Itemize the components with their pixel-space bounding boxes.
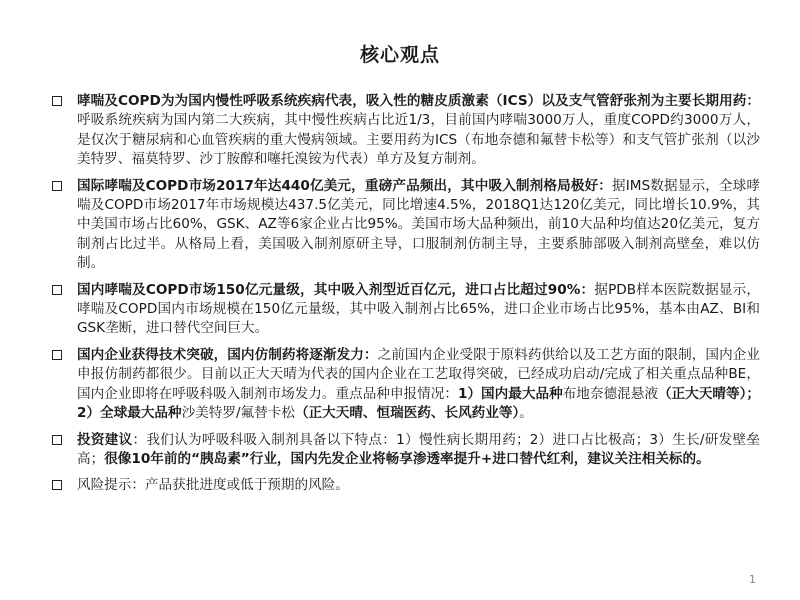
bold-text-segment: 国内哮喘及COPD市场150亿元量级，其中吸入剂型近百亿元，进口占比超过90%： [77,281,595,298]
key-point-text [77,346,760,424]
bold-text-segment: 很像10年前的“胰岛素”行业，国内先发企业将畅享渗透率提升+进口替代红利，建议关注相关标的。 [104,450,710,467]
bold-text-segment: （正大天晴、恒瑞医药、长风药业等） [294,405,520,422]
text-segment: 之前国内企业受限于原料药供给以及工艺方面的限制，国内企业申报仿制药都很少。目前以正大天晴为代表的国内企业在工艺取得突破，已经成功启动/完成了相关重点品种BE，国内企业即将在呼吸科吸入制剂市场发力。重点品种申报情况： [77,346,761,402]
square-bullet-icon [52,285,62,295]
text-segment: 据PDB样本医院数据显示，哮喘及COPD国内市场规模在150亿元量级，其中吸入制剂占比65%，进口企业市场占比95%，基本由AZ、BI和GSK垄断，进口替代空间巨大。 [77,281,760,337]
text-segment: ：我们认为呼吸科吸入制剂具备以下特点：1）慢性病长期用药；2）进口占比极高；3）生长/研发壁垒高； [77,431,761,467]
bold-text-segment: 哮喘及COPD为为国内慢性呼吸系统疾病代表，吸入性的糖皮质激素（ICS）以及支气管舒张剂为主要长期用药： [77,93,760,109]
text-segment: 呼吸系统疾病为国内第二大疾病，其中慢性疾病占比近1/3，目前国内哮喘3000万人，重度COPD约3000万人，是仅次于糖尿病和心血管疾病的重大慢病领域。主要用药为ICS（布地奈德和氟替卡松等）和支气管扩张剂（以沙美特罗、福莫特罗、沙丁胺醇和噻托溴铵为代表）单方及复方制剂。 [77,112,760,168]
key-point-text [77,476,760,495]
text-segment: 。 [519,405,533,422]
key-point-item [52,476,760,495]
key-point-item [52,177,760,274]
square-bullet-icon [52,350,62,360]
square-bullet-icon [52,96,62,106]
bold-text-segment: 投资建议 [77,431,133,448]
text-segment: 据IMS数据显示，全球哮喘及COPD市场2017年市场规模达437.5亿美元，同比增速4.5%，2018Q1达120亿美元，同比增长10.9%，其中美国市场占比60%，GSK、AZ等6家企业占比95%。美国市场大品种频出，前10大品种均值达20亿美元，复方制剂占比过半。从格局上看，美国吸入制剂原研主导，口服制剂仿制主导，主要系肺部吸入制剂高壁垒，难以仿制。 [77,177,760,272]
key-point-item [52,281,760,339]
text-segment: 风险提示：产品获批进度或低于预期的风险。 [77,477,349,494]
bold-text-segment: （正大天晴等）；2）全球最大品种 [77,385,760,422]
square-bullet-icon [52,435,62,445]
square-bullet-icon [52,181,62,191]
page-number: 1 [749,573,756,586]
bold-text-segment: 国内企业获得技术突破，国内仿制药将逐渐发力： [77,346,378,363]
key-point-item [52,431,760,470]
key-point-text [77,431,760,470]
square-bullet-icon [52,480,62,490]
text-segment: 布地奈德混悬液 [562,385,658,402]
bold-text-segment: 1）国内最大品种 [457,385,563,402]
text-segment: 沙美特罗/氟替卡松 [181,405,295,422]
page-title: 核心观点 [359,44,440,66]
key-point-item [52,346,760,424]
key-point-text [77,92,760,170]
key-point-text [77,177,760,274]
key-points-list [52,92,760,503]
key-point-text [77,281,760,339]
bold-text-segment: 国际哮喘及COPD市场2017年达440亿美元，重磅产品频出，其中吸入制剂格局极好： [77,177,613,194]
key-point-item [52,92,760,170]
